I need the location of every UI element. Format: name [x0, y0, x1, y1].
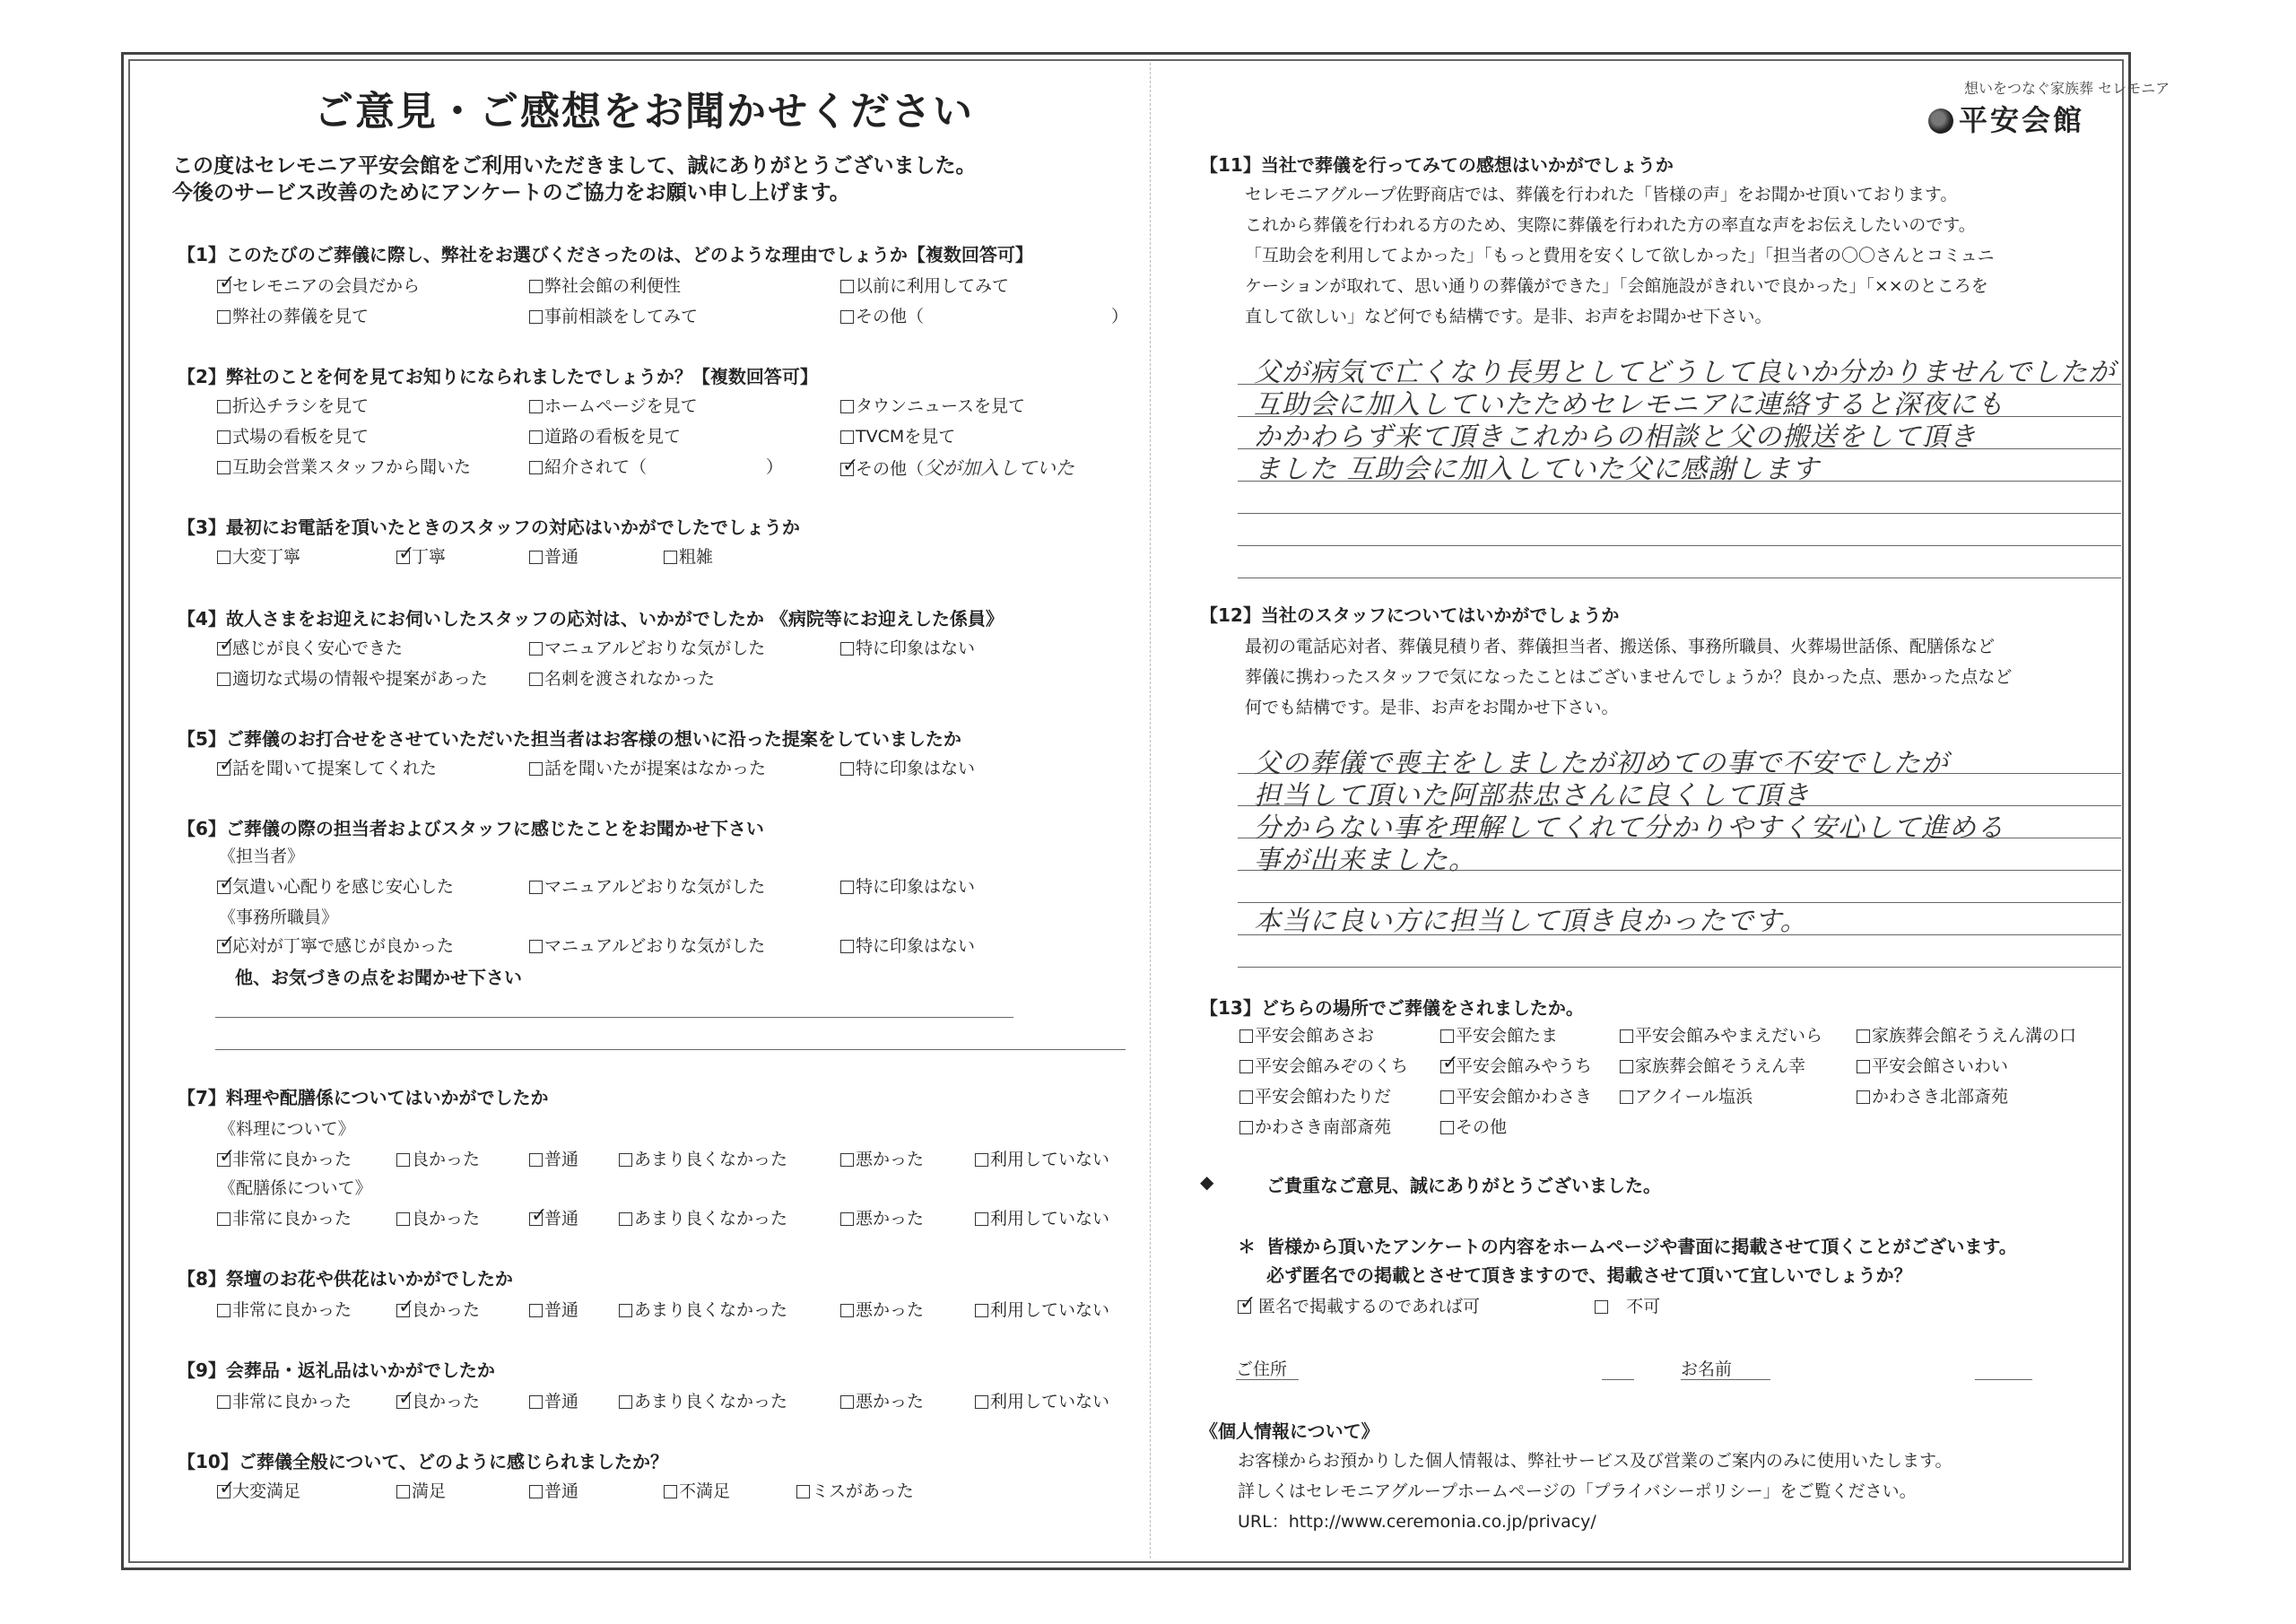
q7-server-option[interactable]: あまり良くなかった	[619, 1205, 787, 1229]
q13-option[interactable]: 平安会館わたりだ	[1239, 1083, 1391, 1107]
q2-option[interactable]: 紹介されて（ ）	[529, 454, 783, 478]
q6-other-label: 他、お気づきの点をお聞かせ下さい	[235, 967, 522, 988]
intro-line-1: この度はセレモニア平安会館をご利用いただきまして、誠にありがとうございました。	[172, 154, 977, 178]
publish-line-1: 皆様から頂いたアンケートの内容をホームページや書面に掲載させて頂くことがございます。	[1266, 1236, 2017, 1257]
checkbox[interactable]	[840, 762, 854, 776]
logo	[1928, 77, 2170, 139]
q3-heading: 【3】最初にお電話を頂いたときのスタッフの対応はいかがでしたでしょうか	[178, 517, 800, 538]
q13-option[interactable]: 平安会館さいわい	[1857, 1053, 2008, 1077]
asterisk-icon: ＊	[1238, 1236, 1256, 1257]
checkbox[interactable]	[1239, 1060, 1253, 1073]
q9-option[interactable]: 非常に良かった	[217, 1388, 352, 1412]
checkbox[interactable]	[1440, 1029, 1454, 1043]
q11-body-line: 「互助会を利用してよかった」「もっと費用を安くして欲しかった」「担当者の〇〇さんとコミュニ	[1245, 246, 1995, 265]
checkbox[interactable]	[1440, 1121, 1454, 1134]
q2-option[interactable]: TVCMを見て	[840, 423, 955, 447]
checkbox[interactable]	[840, 310, 854, 324]
q1-option[interactable]: その他（ ）	[840, 303, 1128, 327]
logo-mark-icon	[1928, 109, 1953, 134]
diamond-icon: ◆	[1200, 1171, 1214, 1193]
q12-handwritten-line: 分からない事を理解してくれて分かりやすく安心して進める	[1254, 812, 2005, 844]
name-label: お名前	[1681, 1359, 1733, 1379]
q7-food-option[interactable]: ✓非常に良かった	[217, 1146, 352, 1170]
q2-option[interactable]: ホームページを見て	[529, 393, 698, 417]
checkbox[interactable]	[396, 1485, 410, 1498]
checkbox[interactable]	[217, 1304, 230, 1317]
q1-option[interactable]: 以前に利用してみて	[840, 273, 1009, 297]
q12-body-line: 葬儀に携わったスタッフで気になったことはございませんでしょうか？良かった点、悪かった点など	[1245, 667, 2013, 687]
q2-option[interactable]: 折込チラシを見て	[217, 393, 369, 417]
q11-handwritten-line: 父が病気で亡くなり長男としてどうして良いか分かりませんでしたが	[1254, 357, 2116, 388]
privacy-url-link[interactable]: URL：http://www.ceremonia.co.jp/privacy/	[1238, 1512, 1596, 1532]
checkbox[interactable]	[975, 1395, 988, 1409]
q13-option[interactable]: アクイール塩浜	[1620, 1083, 1752, 1107]
checkbox[interactable]	[529, 461, 543, 474]
checkbox[interactable]	[529, 310, 543, 324]
checkbox[interactable]	[619, 1395, 632, 1409]
address-label: ご住所	[1236, 1359, 1288, 1379]
q2-option[interactable]: タウンニュースを見て	[840, 393, 1025, 417]
checkbox[interactable]	[217, 1395, 230, 1409]
q6-heading: 【6】ご葬儀の際の担当者およびスタッフに感じたことをお聞かせ下さい	[178, 818, 764, 839]
q7-sub-food: 《料理について》	[219, 1119, 355, 1139]
q13-option[interactable]: 平安会館みやまえだいら	[1620, 1022, 1822, 1046]
q13-option[interactable]: 平安会館あさお	[1239, 1022, 1374, 1046]
answer-line[interactable]	[1238, 545, 2121, 546]
q1-option[interactable]: 弊社会館の利便性	[529, 273, 681, 297]
checkbox[interactable]	[1857, 1090, 1870, 1104]
q6-option[interactable]: 特に印象はない	[840, 933, 975, 957]
q1-option[interactable]: 事前相談をしてみて	[529, 303, 698, 327]
q6-sub-office: 《事務所職員》	[219, 908, 339, 927]
q8-option[interactable]: 普通	[529, 1297, 578, 1321]
page-title: ご意見・ご感想をお聞かせください	[314, 89, 974, 135]
q1-heading: 【1】このたびのご葬儀に際し、弊社をお選びくださったのは、どのような理由でしょうか【複数回答可】	[178, 244, 1033, 265]
q11-heading: 【11】当社で葬儀を行ってみての感想はいかがでしょうか	[1200, 154, 1674, 176]
answer-line[interactable]	[215, 1017, 1013, 1018]
checkbox[interactable]	[840, 463, 854, 476]
q7-food-option[interactable]: 悪かった	[840, 1146, 924, 1170]
address-underline	[1236, 1379, 1299, 1380]
checkbox[interactable]	[1595, 1300, 1608, 1314]
q9-option[interactable]: 悪かった	[840, 1388, 924, 1412]
q13-option[interactable]: 平安会館たま	[1440, 1022, 1558, 1046]
name-underline	[1681, 1379, 1770, 1380]
checkbox[interactable]	[396, 1304, 410, 1317]
checkbox[interactable]	[217, 1153, 230, 1167]
q7-server-option[interactable]: 利用していない	[975, 1205, 1109, 1229]
checkbox[interactable]	[1440, 1090, 1454, 1104]
q2-handwritten: 父が加入していた	[924, 457, 1075, 479]
privacy-line-2: 詳しくはセレモニアグループホームページの「プライバシーポリシー」をご覧ください。	[1238, 1481, 1917, 1501]
q3-option[interactable]: ✓ 丁寧	[396, 543, 446, 568]
checkbox[interactable]	[664, 551, 677, 564]
q13-option[interactable]: 家族葬会館そうえん幸	[1620, 1053, 1805, 1077]
q9-option[interactable]: あまり良くなかった	[619, 1388, 787, 1412]
checkbox[interactable]	[217, 551, 230, 564]
checkbox[interactable]	[529, 1304, 543, 1317]
q5-heading: 【5】ご葬儀のお打合せをさせていただいた担当者はお客様の想いに沿った提案をしていましたか	[178, 728, 961, 750]
checkbox[interactable]	[619, 1212, 632, 1226]
checkbox[interactable]	[529, 642, 543, 656]
q6-sub-staff: 《担当者》	[219, 847, 305, 866]
q4-option[interactable]: 適切な式場の情報や提案があった	[217, 665, 488, 690]
publish-yes-option[interactable]: ✓ 匿名で掲載するのであれば可	[1238, 1293, 1480, 1317]
thanks-message: ご貴重なご意見、誠にありがとうございました。	[1266, 1175, 1661, 1196]
q6-option[interactable]: ✓気遣い心配りを感じ安心した	[217, 873, 454, 898]
logo-name: 平安会館	[1959, 103, 2085, 137]
privacy-heading: 《個人情報について》	[1200, 1420, 1379, 1442]
q4-heading: 【4】故人さまをお迎えにお伺いしたスタッフの応対は、いかがでしたか 《病院等にお迎えした係員》	[178, 608, 1004, 630]
checkbox[interactable]	[1440, 1060, 1454, 1073]
checkbox[interactable]	[217, 280, 230, 293]
q10-option[interactable]: 普通	[529, 1478, 578, 1502]
q8-option[interactable]: ✓ 良かった	[396, 1297, 480, 1321]
q8-option[interactable]: 非常に良かった	[217, 1297, 352, 1321]
q4-option[interactable]: ✓感じが良く安心できた	[217, 635, 403, 659]
q2-heading: 【2】弊社のことを何を見てお知りになられましたでしょうか？【複数回答可】	[178, 366, 818, 387]
q6-option[interactable]: マニュアルどおりな気がした	[529, 873, 765, 898]
name-field-end[interactable]	[1975, 1379, 2032, 1380]
q7-sub-server: 《配膳係について》	[219, 1178, 372, 1198]
q6-option[interactable]: マニュアルどおりな気がした	[529, 933, 765, 957]
q4-option[interactable]: マニュアルどおりな気がした	[529, 635, 765, 659]
intro-line-2: 今後のサービス改善のためにアンケートのご協力をお願い申し上げます。	[172, 181, 850, 204]
checkbox[interactable]	[217, 673, 230, 686]
q12-handwritten-line: 事が出来ました。	[1254, 845, 1476, 876]
checkbox[interactable]	[840, 940, 854, 953]
checkbox[interactable]	[975, 1304, 988, 1317]
checkbox[interactable]	[840, 280, 854, 293]
page-fold	[1150, 63, 1151, 1559]
q7-heading: 【7】料理や配膳係についてはいかがでしたか	[178, 1087, 549, 1108]
q12-handwritten-line: 父の葬儀で喪主をしましたが初めての事で不安でしたが	[1254, 748, 1949, 779]
q7-food-option[interactable]: 利用していない	[975, 1146, 1109, 1170]
q13-option[interactable]: かわさき南部斎苑	[1239, 1114, 1391, 1138]
checkbox[interactable]	[619, 1153, 632, 1167]
checkbox[interactable]	[840, 642, 854, 656]
q7-server-option[interactable]: 非常に良かった	[217, 1205, 352, 1229]
checkbox[interactable]	[529, 762, 543, 776]
q13-option[interactable]: 平安会館かわさき	[1440, 1083, 1592, 1107]
checkbox[interactable]	[664, 1485, 677, 1498]
checkbox[interactable]	[840, 400, 854, 413]
q11-handwritten-line: ました 互助会に加入していた父に感謝します	[1254, 454, 1820, 485]
checkbox[interactable]	[217, 461, 230, 474]
q8-heading: 【8】祭壇のお花や供花はいかがでしたか	[178, 1268, 513, 1290]
checkbox[interactable]	[975, 1212, 988, 1226]
checkbox[interactable]	[840, 1395, 854, 1409]
q9-heading: 【9】会葬品・返礼品はいかがでしたか	[178, 1359, 495, 1381]
checkbox[interactable]	[529, 940, 543, 953]
checkbox[interactable]	[529, 1212, 543, 1226]
checkbox[interactable]	[840, 1153, 854, 1167]
q11-handwritten-line: 互助会に加入していたためセレモニアに連絡すると深夜にも	[1254, 389, 2005, 421]
q4-option[interactable]: 名刺を渡されなかった	[529, 665, 715, 690]
q11-body-line: これから葬儀を行われる方のため、実際に葬儀を行われた方の率直な声をお伝えしたいのです。	[1245, 215, 1976, 235]
checkbox[interactable]	[840, 881, 854, 894]
q2-option[interactable]: 互助会営業スタッフから聞いた	[217, 454, 471, 478]
checkbox[interactable]	[529, 1485, 543, 1498]
checkbox[interactable]	[1239, 1090, 1253, 1104]
checkbox[interactable]	[529, 881, 543, 894]
logo-tagline: 想いをつなぐ家族葬 セレモニア	[1964, 80, 2170, 97]
q12-handwritten-line: 本当に良い方に担当して頂き良かったです。	[1254, 906, 1808, 937]
q7-server-option[interactable]: 良かった	[396, 1205, 480, 1229]
q10-option[interactable]: 不満足	[664, 1478, 730, 1502]
q13-option[interactable]: その他	[1440, 1114, 1507, 1138]
q11-handwritten-line: かかわらず来て頂きこれからの相談と父の搬送をして頂き	[1254, 421, 1977, 453]
q12-body-line: 何でも結構です。是非、お声をお聞かせ下さい。	[1245, 698, 1619, 717]
checkbox[interactable]	[840, 1304, 854, 1317]
checkbox[interactable]	[1857, 1029, 1870, 1043]
checkbox[interactable]	[217, 430, 230, 444]
answer-line[interactable]	[1238, 967, 2121, 968]
q10-option[interactable]: 満足	[396, 1478, 446, 1502]
checkbox[interactable]	[1620, 1060, 1633, 1073]
q3-option[interactable]: 普通	[529, 543, 578, 568]
checkbox[interactable]	[975, 1153, 988, 1167]
q7-server-option[interactable]: ✓ 普通	[529, 1205, 578, 1229]
checkbox[interactable]	[396, 551, 410, 564]
publish-no-option[interactable]: 不可	[1595, 1293, 1660, 1317]
q3-option[interactable]: 大変丁寧	[217, 543, 300, 568]
q1-option[interactable]: 弊社の葬儀を見て	[217, 303, 369, 327]
q7-food-option[interactable]: 良かった	[396, 1146, 480, 1170]
answer-line[interactable]	[1238, 513, 2121, 514]
checkbox[interactable]	[619, 1304, 632, 1317]
checkbox[interactable]	[840, 430, 854, 444]
q8-option[interactable]: 利用していない	[975, 1297, 1109, 1321]
q5-option[interactable]: 特に印象はない	[840, 755, 975, 779]
q1-option[interactable]: ✓セレモニアの会員だから	[217, 273, 420, 297]
q10-option[interactable]: ✓大変満足	[217, 1478, 300, 1502]
checkbox[interactable]	[1239, 1121, 1253, 1134]
q10-option[interactable]: ミスがあった	[796, 1478, 914, 1502]
q8-option[interactable]: 悪かった	[840, 1297, 924, 1321]
q2-option[interactable]: ✓ その他（父が加入していた	[840, 454, 1074, 481]
q11-body-line: 直して欲しい」など何でも結構です。是非、お声をお聞かせ下さい。	[1245, 307, 1772, 326]
checkbox[interactable]	[217, 1212, 230, 1226]
q11-body-line: ケーションが取れて、思い通りの葬儀ができた」「会館施設がきれいで良かった」「××のところを	[1245, 276, 1988, 296]
checkbox[interactable]	[529, 400, 543, 413]
address-field-end[interactable]	[1602, 1379, 1634, 1380]
q8-option[interactable]: あまり良くなかった	[619, 1297, 787, 1321]
q12-heading: 【12】当社のスタッフについてはいかがでしょうか	[1200, 604, 1620, 626]
q5-option[interactable]: 話を聞いたが提案はなかった	[529, 755, 766, 779]
checkbox[interactable]	[529, 1395, 543, 1409]
checkbox[interactable]	[1620, 1029, 1633, 1043]
q7-food-option[interactable]: あまり良くなかった	[619, 1146, 787, 1170]
q9-option[interactable]: ✓ 良かった	[396, 1388, 480, 1412]
q13-option[interactable]: ✓ 平安会館みやうち	[1440, 1053, 1592, 1077]
q2-option[interactable]: 道路の看板を見て	[529, 423, 681, 447]
q13-option[interactable]: かわさき北部斎苑	[1857, 1083, 2008, 1107]
checkbox[interactable]	[217, 940, 230, 953]
checkbox[interactable]	[529, 430, 543, 444]
privacy-line-1: お客様からお預かりした個人情報は、弊社サービス及び営業のご案内のみに使用いたします。	[1238, 1451, 1952, 1471]
q4-option[interactable]: 特に印象はない	[840, 635, 975, 659]
q11-body-line: セレモニアグループ佐野商店では、葬儀を行われた「皆様の声」をお聞かせ頂いております。	[1245, 185, 1958, 204]
checkbox[interactable]	[217, 762, 230, 776]
q6-option[interactable]: ✓応対が丁寧で感じが良かった	[217, 933, 454, 957]
checkbox[interactable]	[529, 551, 543, 564]
checkbox[interactable]	[396, 1212, 410, 1226]
checkbox[interactable]	[217, 881, 230, 894]
q9-option[interactable]: 利用していない	[975, 1388, 1109, 1412]
answer-line[interactable]	[215, 1049, 1126, 1050]
q9-option[interactable]: 普通	[529, 1388, 578, 1412]
publish-line-2: 必ず匿名での掲載とさせて頂きますので、掲載させて頂いて宜しいでしょうか？	[1266, 1264, 1912, 1286]
checkbox[interactable]	[840, 1212, 854, 1226]
q7-server-option[interactable]: 悪かった	[840, 1205, 924, 1229]
checkbox[interactable]	[529, 673, 543, 686]
checkbox[interactable]	[1620, 1090, 1633, 1104]
q6-option[interactable]: 特に印象はない	[840, 873, 975, 898]
checkbox[interactable]	[796, 1485, 810, 1498]
checkbox[interactable]	[217, 642, 230, 656]
checkbox[interactable]	[529, 280, 543, 293]
q13-option[interactable]: 家族葬会館そうえん溝の口	[1857, 1022, 2076, 1046]
q10-heading: 【10】ご葬儀全般について、どのように感じられましたか？	[178, 1451, 669, 1472]
q5-option[interactable]: ✓話を聞いて提案してくれた	[217, 755, 437, 779]
checkbox[interactable]	[396, 1395, 410, 1409]
checkbox[interactable]	[217, 1485, 230, 1498]
q3-option[interactable]: 粗雑	[664, 543, 713, 568]
checkbox[interactable]	[1857, 1060, 1870, 1073]
checkbox[interactable]	[1239, 1029, 1253, 1043]
q13-option[interactable]: 平安会館みぞのくち	[1239, 1053, 1408, 1077]
q2-option[interactable]: 式場の看板を見て	[217, 423, 369, 447]
checkbox[interactable]	[217, 310, 230, 324]
checkbox[interactable]	[396, 1153, 410, 1167]
q12-body-line: 最初の電話応対者、葬儀見積り者、葬儀担当者、搬送係、事務所職員、火葬場世話係、配膳係など	[1245, 637, 1996, 656]
q12-handwritten-line: 担当して頂いた阿部恭忠さんに良くして頂き	[1254, 780, 1810, 812]
checkbox[interactable]	[217, 400, 230, 413]
checkbox[interactable]	[529, 1153, 543, 1167]
checkbox[interactable]	[1238, 1300, 1251, 1314]
q13-heading: 【13】どちらの場所でご葬儀をされましたか。	[1200, 997, 1584, 1019]
q7-food-option[interactable]: 普通	[529, 1146, 578, 1170]
